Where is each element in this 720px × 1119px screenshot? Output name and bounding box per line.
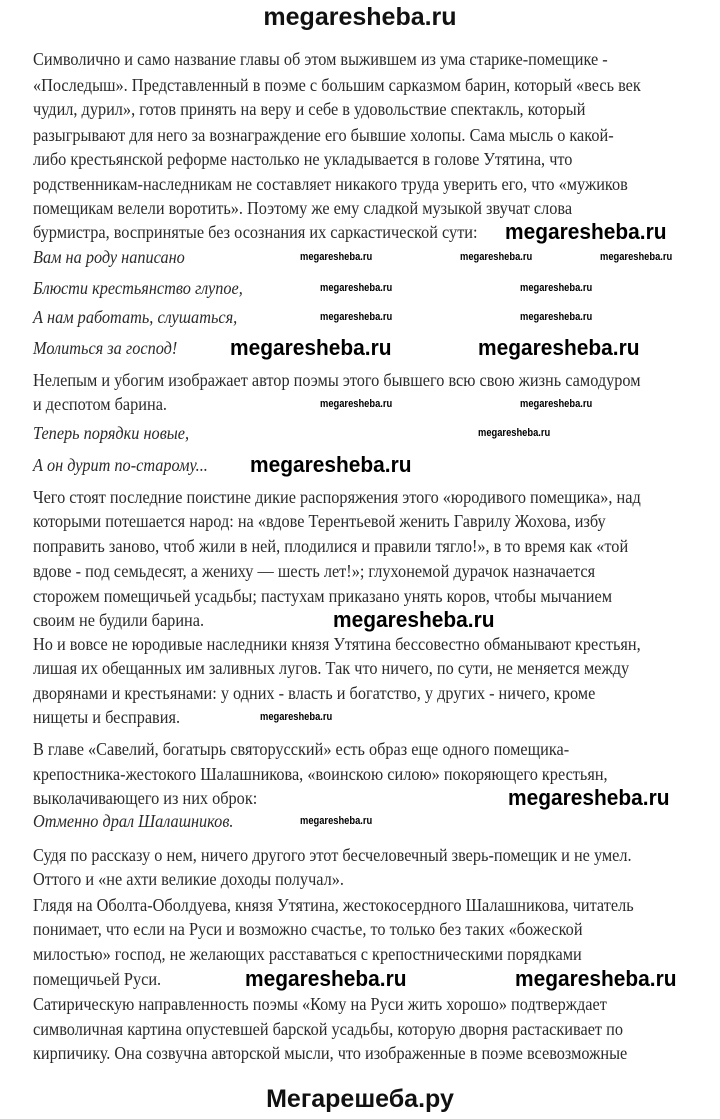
text-line: В главе «Савелий, богатырь святорусский» есть образ еще одного помещика- <box>33 739 570 759</box>
poem-line: Отменно драл Шалашников. <box>33 811 234 831</box>
watermark: megaresheba.ru <box>515 966 677 991</box>
poem-line: Вам на роду написано <box>33 247 185 267</box>
watermark: megaresheba.ru <box>300 251 373 263</box>
site-footer: Мегарешеба.ру <box>266 1085 454 1113</box>
watermark: megaresheba.ru <box>505 219 667 244</box>
watermark: megaresheba.ru <box>478 335 640 360</box>
text-line: «Последыш». Представленный в поэме с большим сарказмом барин, который «весь век <box>33 75 641 95</box>
text-line: Судя по рассказу о нем, ничего другого этот бесчеловечный зверь-помещик и не умел. <box>33 845 632 865</box>
poem-line: Блюсти крестьянство глупое, <box>33 278 243 298</box>
text-line: помещичьей Руси. <box>33 969 162 989</box>
text-line: Но и вовсе не юродивые наследники князя Утятина бессовестно обманывают крестьян, <box>33 634 641 654</box>
text-line: разыгрывают для него за вознаграждение его бывшие холопы. Сама мысль о какой- <box>33 125 614 145</box>
site-header: megaresheba.ru <box>263 3 457 31</box>
watermark: megaresheba.ru <box>320 398 393 410</box>
watermark: megaresheba.ru <box>478 427 551 439</box>
text-line: Нелепым и убогим изображает автор поэмы этого бывшего всю свою жизнь самодуром <box>33 370 641 390</box>
watermark: megaresheba.ru <box>250 452 412 477</box>
watermark: megaresheba.ru <box>600 251 673 263</box>
watermark: megaresheba.ru <box>520 282 593 294</box>
text-line: Сатирическую направленность поэмы «Кому на Руси жить хорошо» подтверждает <box>33 994 607 1014</box>
watermark: megaresheba.ru <box>260 711 333 723</box>
poem-line: Молиться за господ! <box>33 338 178 358</box>
text-line: Символично и само название главы об этом выжившем из ума старике-помещике - <box>33 49 608 69</box>
text-line: Оттого и «не ахти великие доходы получал». <box>33 869 344 889</box>
text-line: либо крестьянской реформе настолько не укладывается в голове Утятина, что <box>33 149 573 169</box>
text-line: кирпичику. Она созвучна авторской мысли, что изображенные в поэме всевозможные <box>33 1043 628 1063</box>
watermark: megaresheba.ru <box>508 785 670 810</box>
text-line: символичная картина опустевшей барской усадьбы, которую дворня растаскивает по <box>33 1019 623 1039</box>
watermark: megaresheba.ru <box>520 398 593 410</box>
text-line: выколачивающего из них оброк: <box>33 788 258 808</box>
text-line: поправить заново, чтоб жили в ней, плодилися и правили тягло!», в то время как «той <box>33 536 629 556</box>
watermark: megaresheba.ru <box>230 335 392 360</box>
poem-line: Теперь порядки новые, <box>33 423 190 443</box>
text-line: милостью» господ, не желающих расставаться с крепостническими порядками <box>33 944 582 964</box>
watermark: megaresheba.ru <box>245 966 407 991</box>
text-line: нищеты и бесправия. <box>33 707 181 727</box>
poem-line: А он дурит по-старому... <box>33 455 208 475</box>
text-line: сторожем помещичьей усадьбы; пастухам приказано унять коров, чтобы мычанием <box>33 586 613 606</box>
watermark: megaresheba.ru <box>320 311 393 323</box>
text-line: помещикам велели воротить». Поэтому же ему сладкой музыкой звучат слова <box>33 198 573 218</box>
text-line: понимает, что если на Руси и возможно счастье, то только без таких «божеской <box>33 919 583 939</box>
text-line: вдове - под семьдесят, а жениху — шесть лет!»; глухонемой дурачок назначается <box>33 561 596 581</box>
watermark: megaresheba.ru <box>320 282 393 294</box>
text-line: которыми потешается народ: на «вдове Терентьевой женить Гаврилу Жохова, избу <box>33 511 606 531</box>
watermark: megaresheba.ru <box>460 251 533 263</box>
text-line: лишая их обещанных им заливных лугов. Так что ничего, по сути, не меняется между <box>33 658 630 678</box>
text-line: дворянами и крестьянами: у одних - власть и богатство, у других - ничего, кроме <box>33 683 596 703</box>
text-line: своим не будили барина. <box>33 610 205 630</box>
poem-line: А нам работать, слушаться, <box>33 307 238 327</box>
text-line: крепостника-жестокого Шалашникова, «воинскою силою» покоряющего крестьян, <box>33 764 608 784</box>
text-line: бурмистра, воспринятые без осознания их саркастической сути: <box>33 222 478 242</box>
watermark: megaresheba.ru <box>300 815 373 827</box>
text-line: Глядя на Оболта-Оболдуева, князя Утятина, жестокосердного Шалашникова, читатель <box>33 895 634 915</box>
text-line: Чего стоят последние поистине дикие распоряжения этого «юродивого помещика», над <box>33 487 641 507</box>
watermark: megaresheba.ru <box>333 607 495 632</box>
watermark: megaresheba.ru <box>520 311 593 323</box>
text-line: чудил, дурил», готов принять на веру и себе в удовольствие спектакль, который <box>33 99 586 119</box>
text-line: родственникам-наследникам не составляет никакого труда уверить его, что «мужиков <box>33 174 628 194</box>
text-line: и деспотом барина. <box>33 394 167 414</box>
